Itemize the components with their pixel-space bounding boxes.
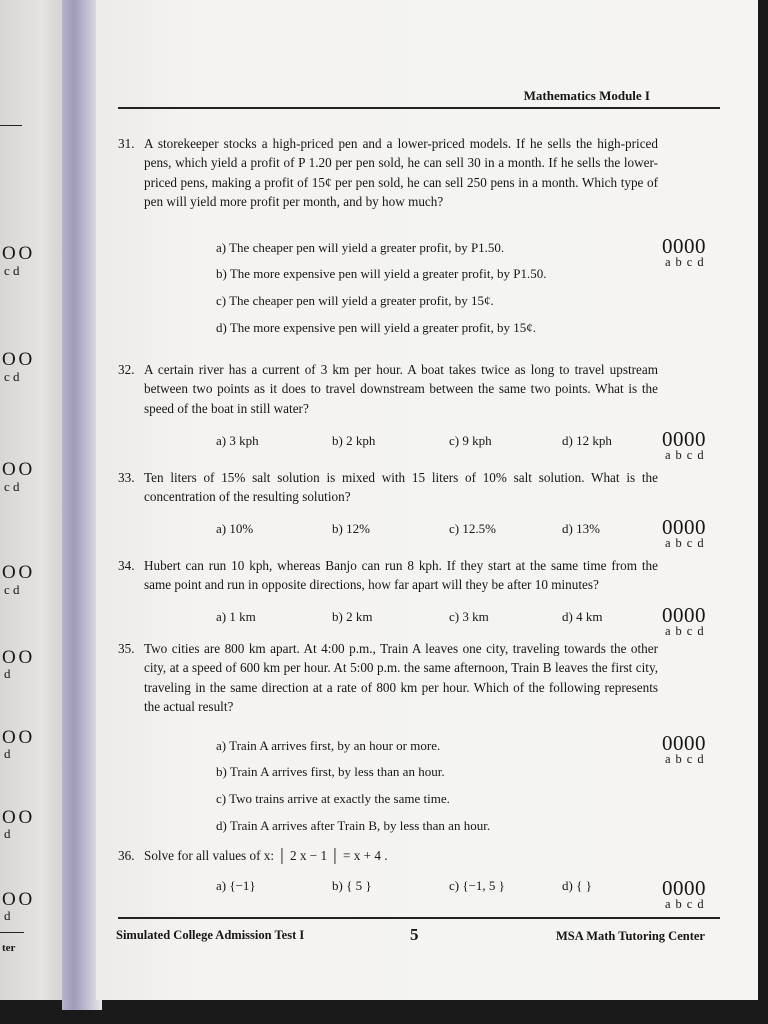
option-33-a: a) 10% — [216, 521, 254, 536]
answer-bubbles-36[interactable]: 0000 — [662, 876, 706, 900]
option-33-d: d) 13% — [562, 521, 600, 536]
question-36 — [118, 846, 658, 865]
option-33-c: c) 12.5% — [449, 521, 496, 536]
question-text: Hubert can run 10 kph, whereas Banjo can run 8 kph. If they start at the same time from the same point and run in opposite directions, how far apart will they be after 10 minutes? — [144, 558, 658, 593]
question-number: 33. — [118, 470, 135, 485]
facing-page-rule — [0, 932, 24, 933]
answer-bubbles-32[interactable]: 0000 — [662, 427, 706, 451]
facing-letters: c d — [4, 479, 20, 494]
facing-page — [0, 0, 70, 1000]
question-number: 32. — [118, 362, 135, 377]
answer-letters-35: abcd — [665, 752, 709, 766]
facing-letters: c d — [4, 369, 20, 384]
question-34 — [118, 556, 658, 595]
facing-footer: ter — [2, 942, 16, 954]
facing-bubbles: O O — [2, 807, 32, 828]
option-31-d: d) The more expensive pen will yield a greater profit, by 15¢. — [216, 320, 536, 335]
option-34-b: b) 2 km — [332, 609, 373, 624]
answer-letters-31: abcd — [665, 255, 709, 269]
answer-letters-34: abcd — [665, 624, 709, 638]
facing-letters: d — [4, 826, 11, 841]
option-35-a: a) Train A arrives first, by an hour or more. — [216, 738, 441, 753]
answer-bubbles-31[interactable]: 0000 — [662, 234, 706, 258]
question-text — [118, 846, 658, 865]
question-number: 31. — [118, 136, 135, 151]
question-number: 34. — [118, 558, 135, 573]
answer-bubbles-35[interactable]: 0000 — [662, 731, 706, 755]
option-32-b: b) 2 kph — [332, 433, 376, 448]
option-31-c: c) The cheaper pen will yield a greater profit, by 15¢. — [216, 293, 494, 308]
option-34-a: a) 1 km — [216, 609, 256, 624]
facing-bubbles: O O — [2, 243, 32, 264]
question-prompt: Solve for all values of x: — [144, 848, 275, 863]
option-33-b: b) 12% — [332, 521, 370, 536]
answer-letters-33: abcd — [665, 536, 709, 550]
module-title: Mathematics Module I — [523, 88, 650, 103]
option-32-c: c) 9 kph — [449, 433, 492, 448]
question-number: 36. — [118, 848, 135, 863]
footer-center-name: MSA Math Tutoring Center — [556, 929, 705, 943]
option-36-b: b) { 5 } — [332, 878, 372, 893]
option-36-d: d) { } — [562, 878, 592, 893]
option-34-d: d) 4 km — [562, 609, 603, 624]
facing-letters: d — [4, 666, 11, 681]
answer-letters-36: abcd — [665, 897, 709, 911]
answer-letters-32: abcd — [665, 448, 709, 462]
facing-bubbles: O O — [2, 459, 32, 480]
facing-bubbles: O O — [2, 349, 32, 370]
question-text: A certain river has a current of 3 km per hour. A boat takes twice as long to travel upstream between two points as it does to travel downstream between the same two points. What is the speed of the boat in still water? — [144, 362, 658, 416]
facing-page-rule — [0, 125, 22, 126]
option-35-b: b) Train A arrives first, by less than an hour. — [216, 764, 445, 779]
footer-test-title: Simulated College Admission Test I — [116, 928, 305, 942]
answer-bubbles-33[interactable]: 0000 — [662, 515, 706, 539]
footer-rule — [118, 917, 720, 919]
option-36-c: c) {−1, 5 } — [449, 878, 505, 893]
option-32-a: a) 3 kph — [216, 433, 259, 448]
option-31-a: a) The cheaper pen will yield a greater profit, by P1.50. — [216, 240, 505, 255]
answer-bubbles-34[interactable]: 0000 — [662, 603, 706, 627]
question-text: Two cities are 800 km apart. At 4:00 p.m., Train A leaves one city, traveling towards the other city, at a speed of 600 km per hour. At 5:00 p.m. the same afternoon, Train B leaves the first city, traveling in the same direction at a rate of 800 km per hour. Which of the following represents the actual result? — [144, 641, 658, 714]
facing-bubbles: O O — [2, 889, 32, 910]
option-35-d: d) Train A arrives after Train B, by less than an hour. — [216, 818, 491, 833]
facing-letters: d — [4, 746, 11, 761]
page-number: 5 — [410, 925, 419, 944]
absolute-value-equation: │ 2 x − 1 │ = x + 4 . — [277, 848, 388, 863]
question-35 — [118, 639, 658, 716]
header-rule — [118, 107, 720, 109]
facing-bubbles: O O — [2, 647, 32, 668]
facing-letters: c d — [4, 582, 20, 597]
option-35-c: c) Two trains arrive at exactly the same time. — [216, 791, 450, 806]
facing-letters: c d — [4, 263, 20, 278]
question-text: Ten liters of 15% salt solution is mixed with 15 liters of 10% salt solution. What is the concentration of the resulting solution? — [144, 470, 658, 505]
question-33 — [118, 468, 658, 507]
option-34-c: c) 3 km — [449, 609, 489, 624]
question-31 — [118, 134, 658, 211]
facing-bubbles: O O — [2, 562, 32, 583]
facing-bubbles: O O — [2, 727, 32, 748]
option-31-b: b) The more expensive pen will yield a greater profit, by P1.50. — [216, 266, 547, 281]
option-36-a: a) {−1} — [216, 878, 256, 893]
question-text: A storekeeper stocks a high-priced pen and a lower-priced models. If he sells the high-priced pens, which yield a profit of P 1.20 per pen sold, he can sell 30 in a month. If he sells the lower-priced pens, making a profit of 15¢ per pen sold, he can sell 250 pens in a month. Which type of pen will yield more profit per month, and by how much? — [144, 136, 658, 209]
facing-letters: d — [4, 908, 11, 923]
option-32-d: d) 12 kph — [562, 433, 612, 448]
question-number: 35. — [118, 641, 135, 656]
question-32 — [118, 360, 658, 418]
